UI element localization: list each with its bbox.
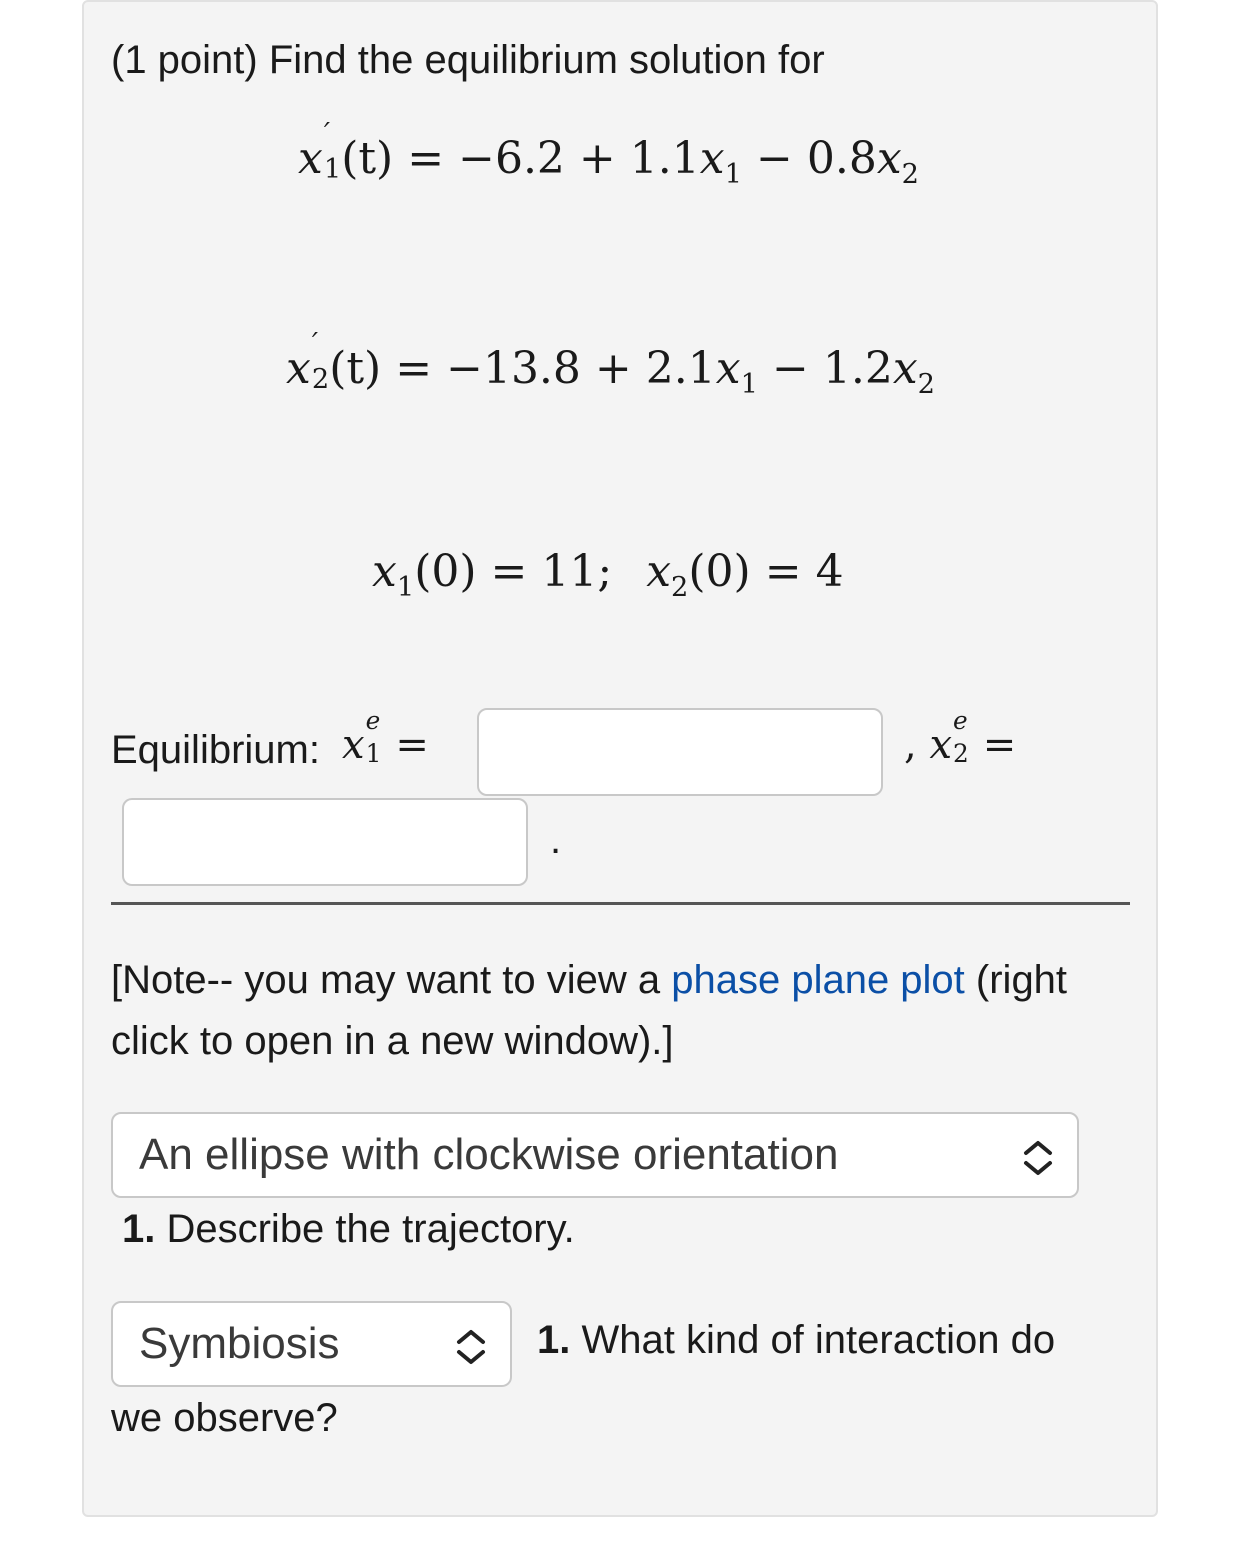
x2-equilibrium-input[interactable] [122,798,528,886]
section-divider [111,902,1130,905]
equilibrium-label: Equilibrium: [111,728,320,772]
trajectory-question: 1. Describe the trajectory. [122,1207,575,1251]
equation-x1-prime: x ′ 1 $(t) = -6.2 + 1.1x_1 - 0.8x_2$ [298,118,920,190]
interaction-question-line-1: 1. What kind of interaction do [537,1318,1056,1362]
problem-intro: (1 point) Find the equilibrium solution for [111,38,825,82]
x1-equilibrium-input[interactable] [477,708,883,796]
interaction-select[interactable] [111,1301,512,1387]
select-chevron-icon [1021,1138,1055,1178]
phase-plane-plot-link[interactable]: phase plane plot [671,958,965,1002]
note-line-2: click to open in a new window).] [111,1019,674,1063]
interaction-question-line-2: we observe? [111,1396,338,1440]
interaction-selected-value: Symbiosis [139,1319,340,1368]
initial-conditions: $x_1(0) = 11$; $x_2(0) = 4$ [372,546,844,603]
trajectory-selected-value: An ellipse with clockwise orientation [139,1130,839,1179]
select-chevron-icon [454,1327,488,1367]
note-line-1: [Note-- you may want to view a phase plane plot (right [111,958,1068,1002]
equilibrium-period: . [550,818,562,862]
x1-equilibrium-symbol: x e 1 = [342,706,429,768]
trajectory-select[interactable] [111,1112,1079,1198]
x2-equilibrium-symbol: , x e 2 = [904,706,1017,768]
equation-x2-prime: x ′ 2 $(t) = -13.8 + 2.1x_1 - 1.2x_2$ [286,328,936,400]
